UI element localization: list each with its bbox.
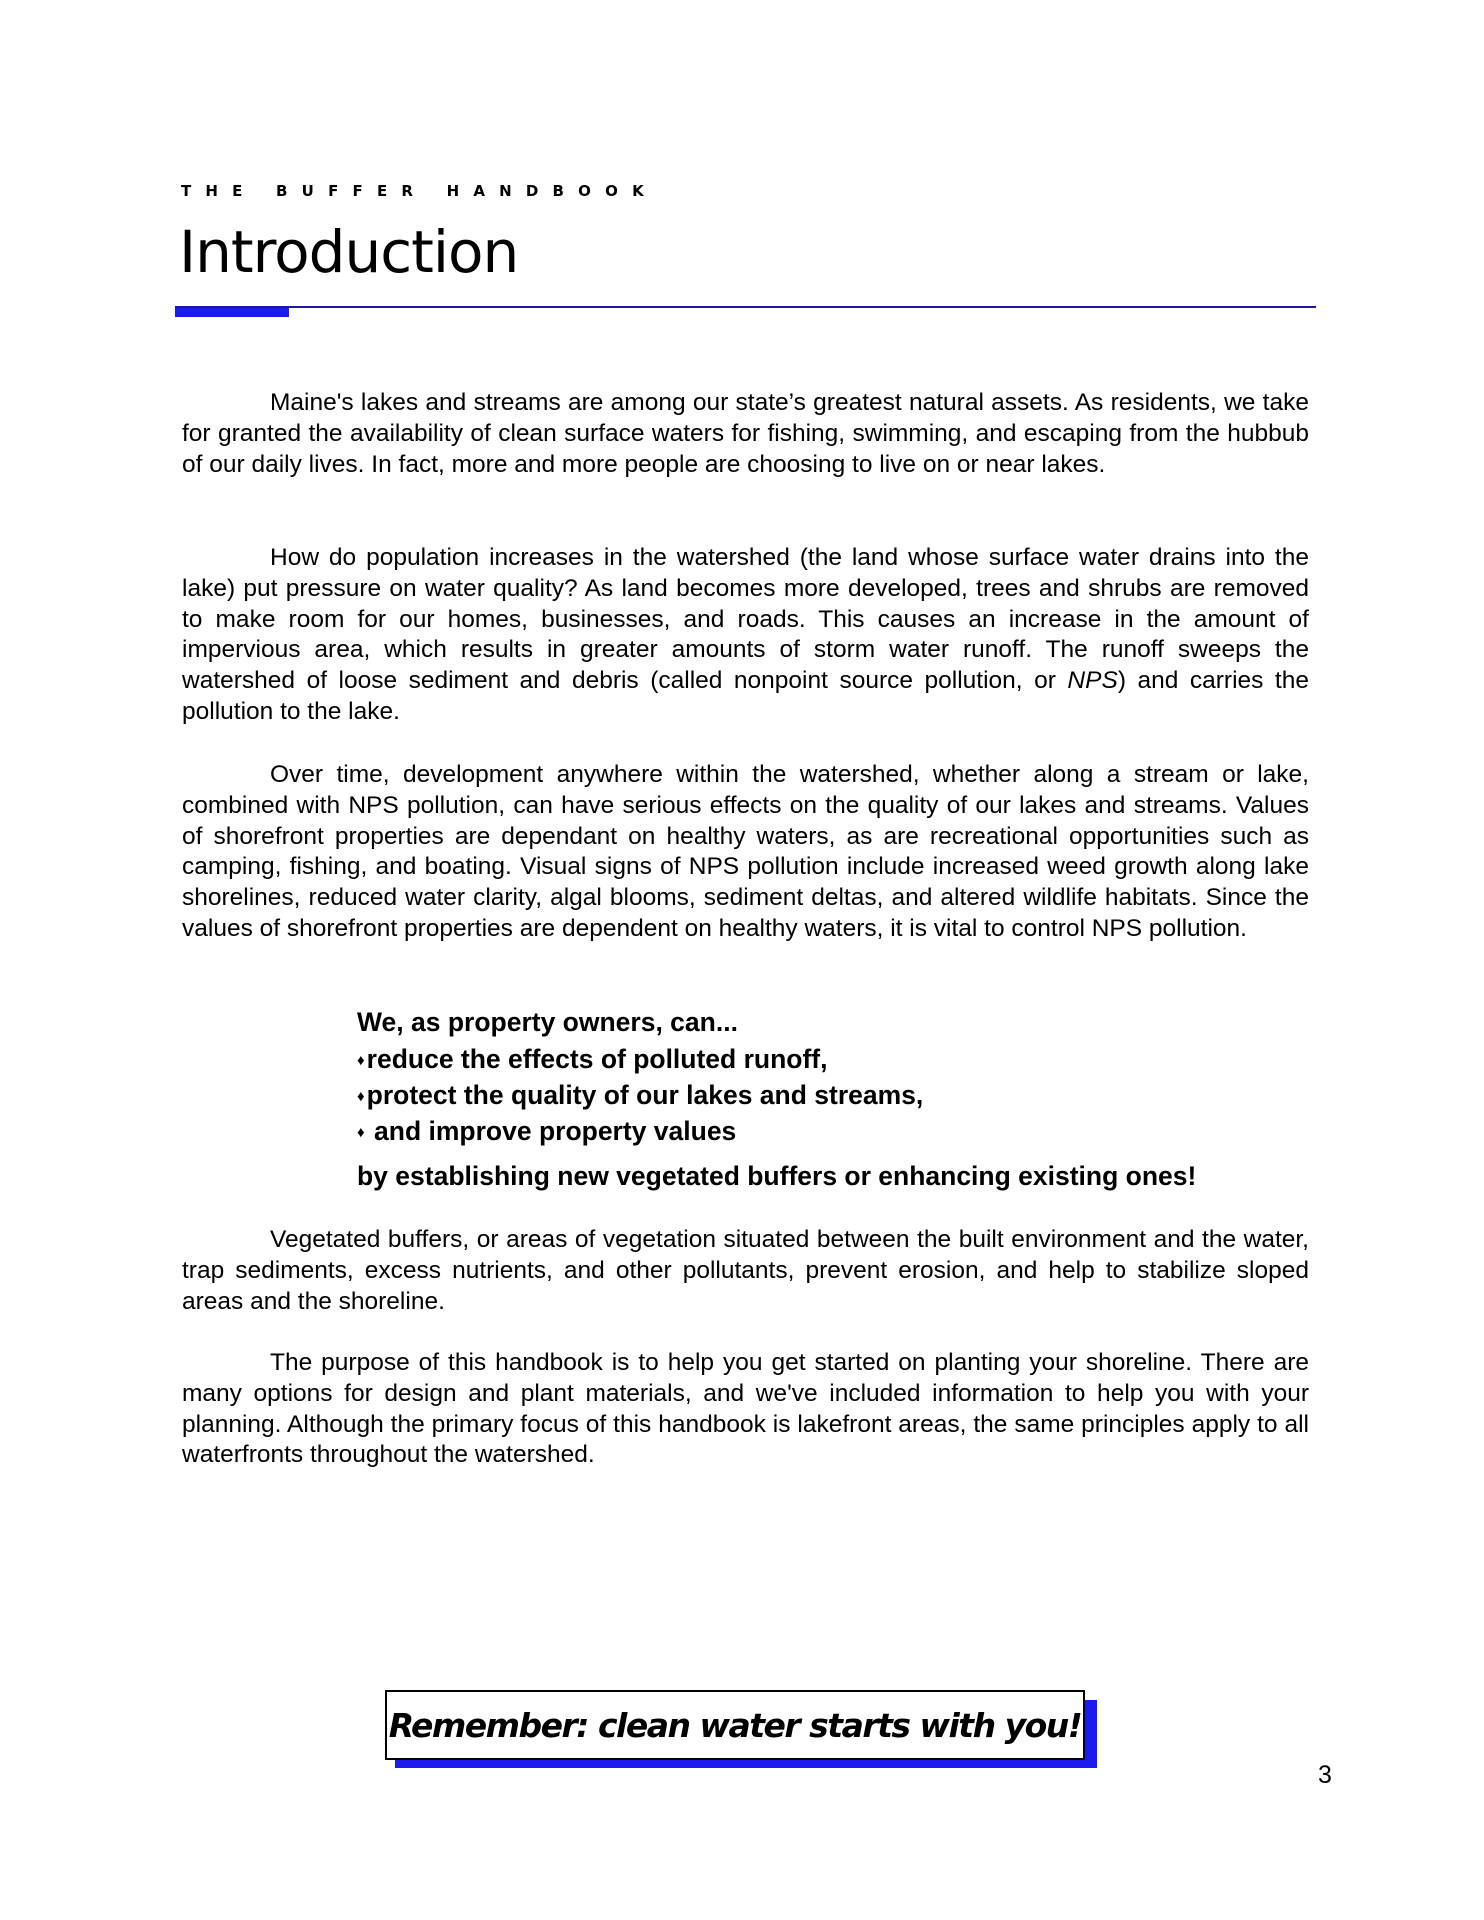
paragraph-development [182,760,1309,945]
list-item [357,1042,1317,1078]
paragraph-text: The purpose of this handbook is to help you get started on planting your shoreline. There are many options for design and plant materials, and we've included information to help you with your planning. Although the primary focus of this handbook is lakefront areas, the same principles apply to all waterfronts throughout the watershed. [182,1349,1309,1469]
paragraph-text: ) and carries the pollution to the lake. [182,667,1309,725]
list-item-text: and improve property values [366,1116,737,1146]
property-owners-callout [357,1002,1317,1196]
list-item-text: reduce the effects of polluted runoff, [366,1044,828,1074]
running-head: THE BUFFER HANDBOOK [181,182,658,200]
paragraph-text: Maine's lakes and streams are among our state’s greatest natural assets. As residents, we take for granted the availability of clean surface waters for fishing, swimming, and escaping from the hubbub of our daily lives. In fact, more and more people are choosing to live on or near lakes. [182,389,1309,478]
paragraph-text: Over time, development anywhere within the watershed, whether along a stream or lake, combined with NPS pollution, can have serious effects on the quality of our lakes and streams. Values of shorefront properties are dependant on healthy waters, as are recreational opportunities such as camping, fishing, and boating. Visual signs of NPS pollution include increased weed growth along lake shorelines, reduced water clarity, algal blooms, sediment deltas, and altered wildlife habitats. Since the values of shorefront properties are dependent on healthy waters, it is vital to control NPS pollution. [182,761,1309,942]
list-item [357,1078,1317,1114]
paragraph-population [182,543,1309,728]
page-number: 3 [1318,1761,1332,1789]
diamond-bullet-icon: ♦ [357,1124,365,1141]
paragraph-purpose [182,1348,1309,1471]
page-title: Introduction [179,218,519,286]
list-item-text: protect the quality of our lakes and streams, [366,1080,924,1110]
remember-callout-box [385,1690,1085,1760]
owners-list [357,1042,1317,1150]
paragraph-intro [182,388,1309,480]
title-rule [175,306,1316,308]
list-item [357,1114,1317,1150]
diamond-bullet-icon: ♦ [357,1052,365,1069]
nps-term: NPS [1067,667,1118,695]
title-rule-accent [175,308,289,317]
remember-callout-text: Remember: clean water starts with you! [388,1705,1082,1745]
paragraph-buffers [182,1225,1309,1317]
owners-closing: by establishing new vegetated buffers or enhancing existing ones! [357,1161,1197,1191]
owners-lead: We, as property owners, can... [357,1007,738,1037]
paragraph-text: How do population increases in the watershed (the land whose surface water drains into the lake) put pressure on water quality? As land becomes more developed, trees and shrubs are removed to make room for our homes, businesses, and roads. This causes an increase in the amount of impervious area, which results in greater amounts of storm water runoff. The runoff sweeps the watershed of loose sediment and debris (called nonpoint source pollution, or [182,544,1309,695]
paragraph-text: Vegetated buffers, or areas of vegetation situated between the built environment and the water, trap sediments, excess nutrients, and other pollutants, prevent erosion, and help to stabilize sloped areas and the shoreline. [182,1226,1309,1315]
diamond-bullet-icon: ♦ [357,1088,365,1105]
